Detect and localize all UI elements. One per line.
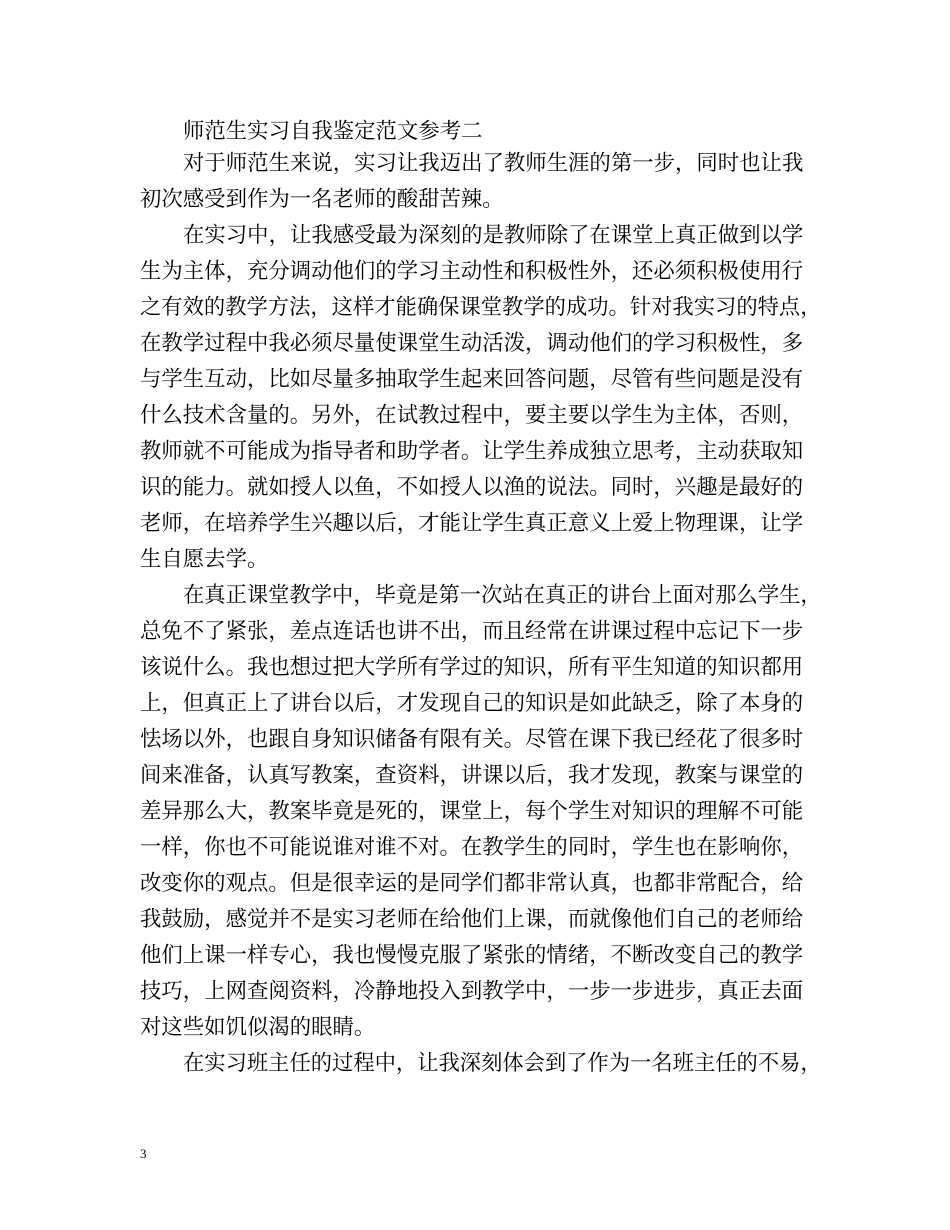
text-line: 识的能力。就如授人以鱼，不如授人以渔的说法。同时，兴趣是最好的 xyxy=(140,475,804,500)
text-line: 总免不了紧张，差点连话也讲不出，而且经常在讲课过程中忘记下一步 xyxy=(140,619,804,644)
text-line: 什么技术含量的。另外，在试教过程中，要主要以学生为主体，否则， xyxy=(140,403,804,428)
text-line: 老师，在培养学生兴趣以后，才能让学生真正意义上爱上物理课，让学 xyxy=(140,511,804,536)
text-line: 该说什么。我也想过把大学所有学过的知识，所有平生知道的知识都用 xyxy=(140,655,804,680)
text-line: 生自愿去学。 xyxy=(140,547,269,572)
text-line: 初次感受到作为一名老师的酸甜苦辣。 xyxy=(140,187,504,212)
text-line: 对于师范生来说，实习让我迈出了教师生涯的第一步，同时也让我 xyxy=(183,151,804,176)
text-line: 间来准备，认真写教案，查资料，讲课以后，我才发现，教案与课堂的 xyxy=(140,763,804,788)
page-number: 3 xyxy=(140,1146,147,1161)
text-line: 一样，你也不可能说谁对谁不对。在教学生的同时，学生也在影响你， xyxy=(140,835,804,860)
text-line: 技巧，上网查阅资料，冷静地投入到教学中，一步一步进步，真正去面 xyxy=(140,979,804,1004)
text-line: 在实习班主任的过程中，让我深刻体会到了作为一名班主任的不易， xyxy=(183,1051,822,1076)
text-line: 怯场以外，也跟自身知识储备有限有关。尽管在课下我已经花了很多时 xyxy=(140,727,804,752)
text-line: 在教学过程中我必须尽量使课堂生动活泼，调动他们的学习积极性，多 xyxy=(140,331,804,356)
text-line: 我鼓励，感觉并不是实习老师在给他们上课，而就像他们自己的老师给 xyxy=(140,907,804,932)
text-line: 对这些如饥似渴的眼睛。 xyxy=(140,1015,376,1040)
text-line: 改变你的观点。但是很幸运的是同学们都非常认真，也都非常配合，给 xyxy=(140,871,804,896)
text-line: 生为主体，充分调动他们的学习主动性和积极性外，还必须积极使用行 xyxy=(140,259,804,284)
text-line: 教师就不可能成为指导者和助学者。让学生养成独立思考，主动获取知 xyxy=(140,439,804,464)
text-line: 在真正课堂教学中，毕竟是第一次站在真正的讲台上面对那么学生， xyxy=(183,583,822,608)
text-line: 在实习中，让我感受最为深刻的是教师除了在课堂上真正做到以学 xyxy=(183,223,804,248)
text-line: 上，但真正上了讲台以后，才发现自己的知识是如此缺乏，除了本身的 xyxy=(140,691,804,716)
text-line: 与学生互动，比如尽量多抽取学生起来回答问题，尽管有些问题是没有 xyxy=(140,367,804,392)
text-line: 之有效的教学方法，这样才能确保课堂教学的成功。针对我实习的特点， xyxy=(140,295,822,320)
text-line: 差异那么大，教案毕竟是死的，课堂上，每个学生对知识的理解不可能 xyxy=(140,799,804,824)
document-title: 师范生实习自我鉴定范文参考二 xyxy=(183,119,483,144)
text-line: 他们上课一样专心，我也慢慢克服了紧张的情绪，不断改变自己的教学 xyxy=(140,943,804,968)
